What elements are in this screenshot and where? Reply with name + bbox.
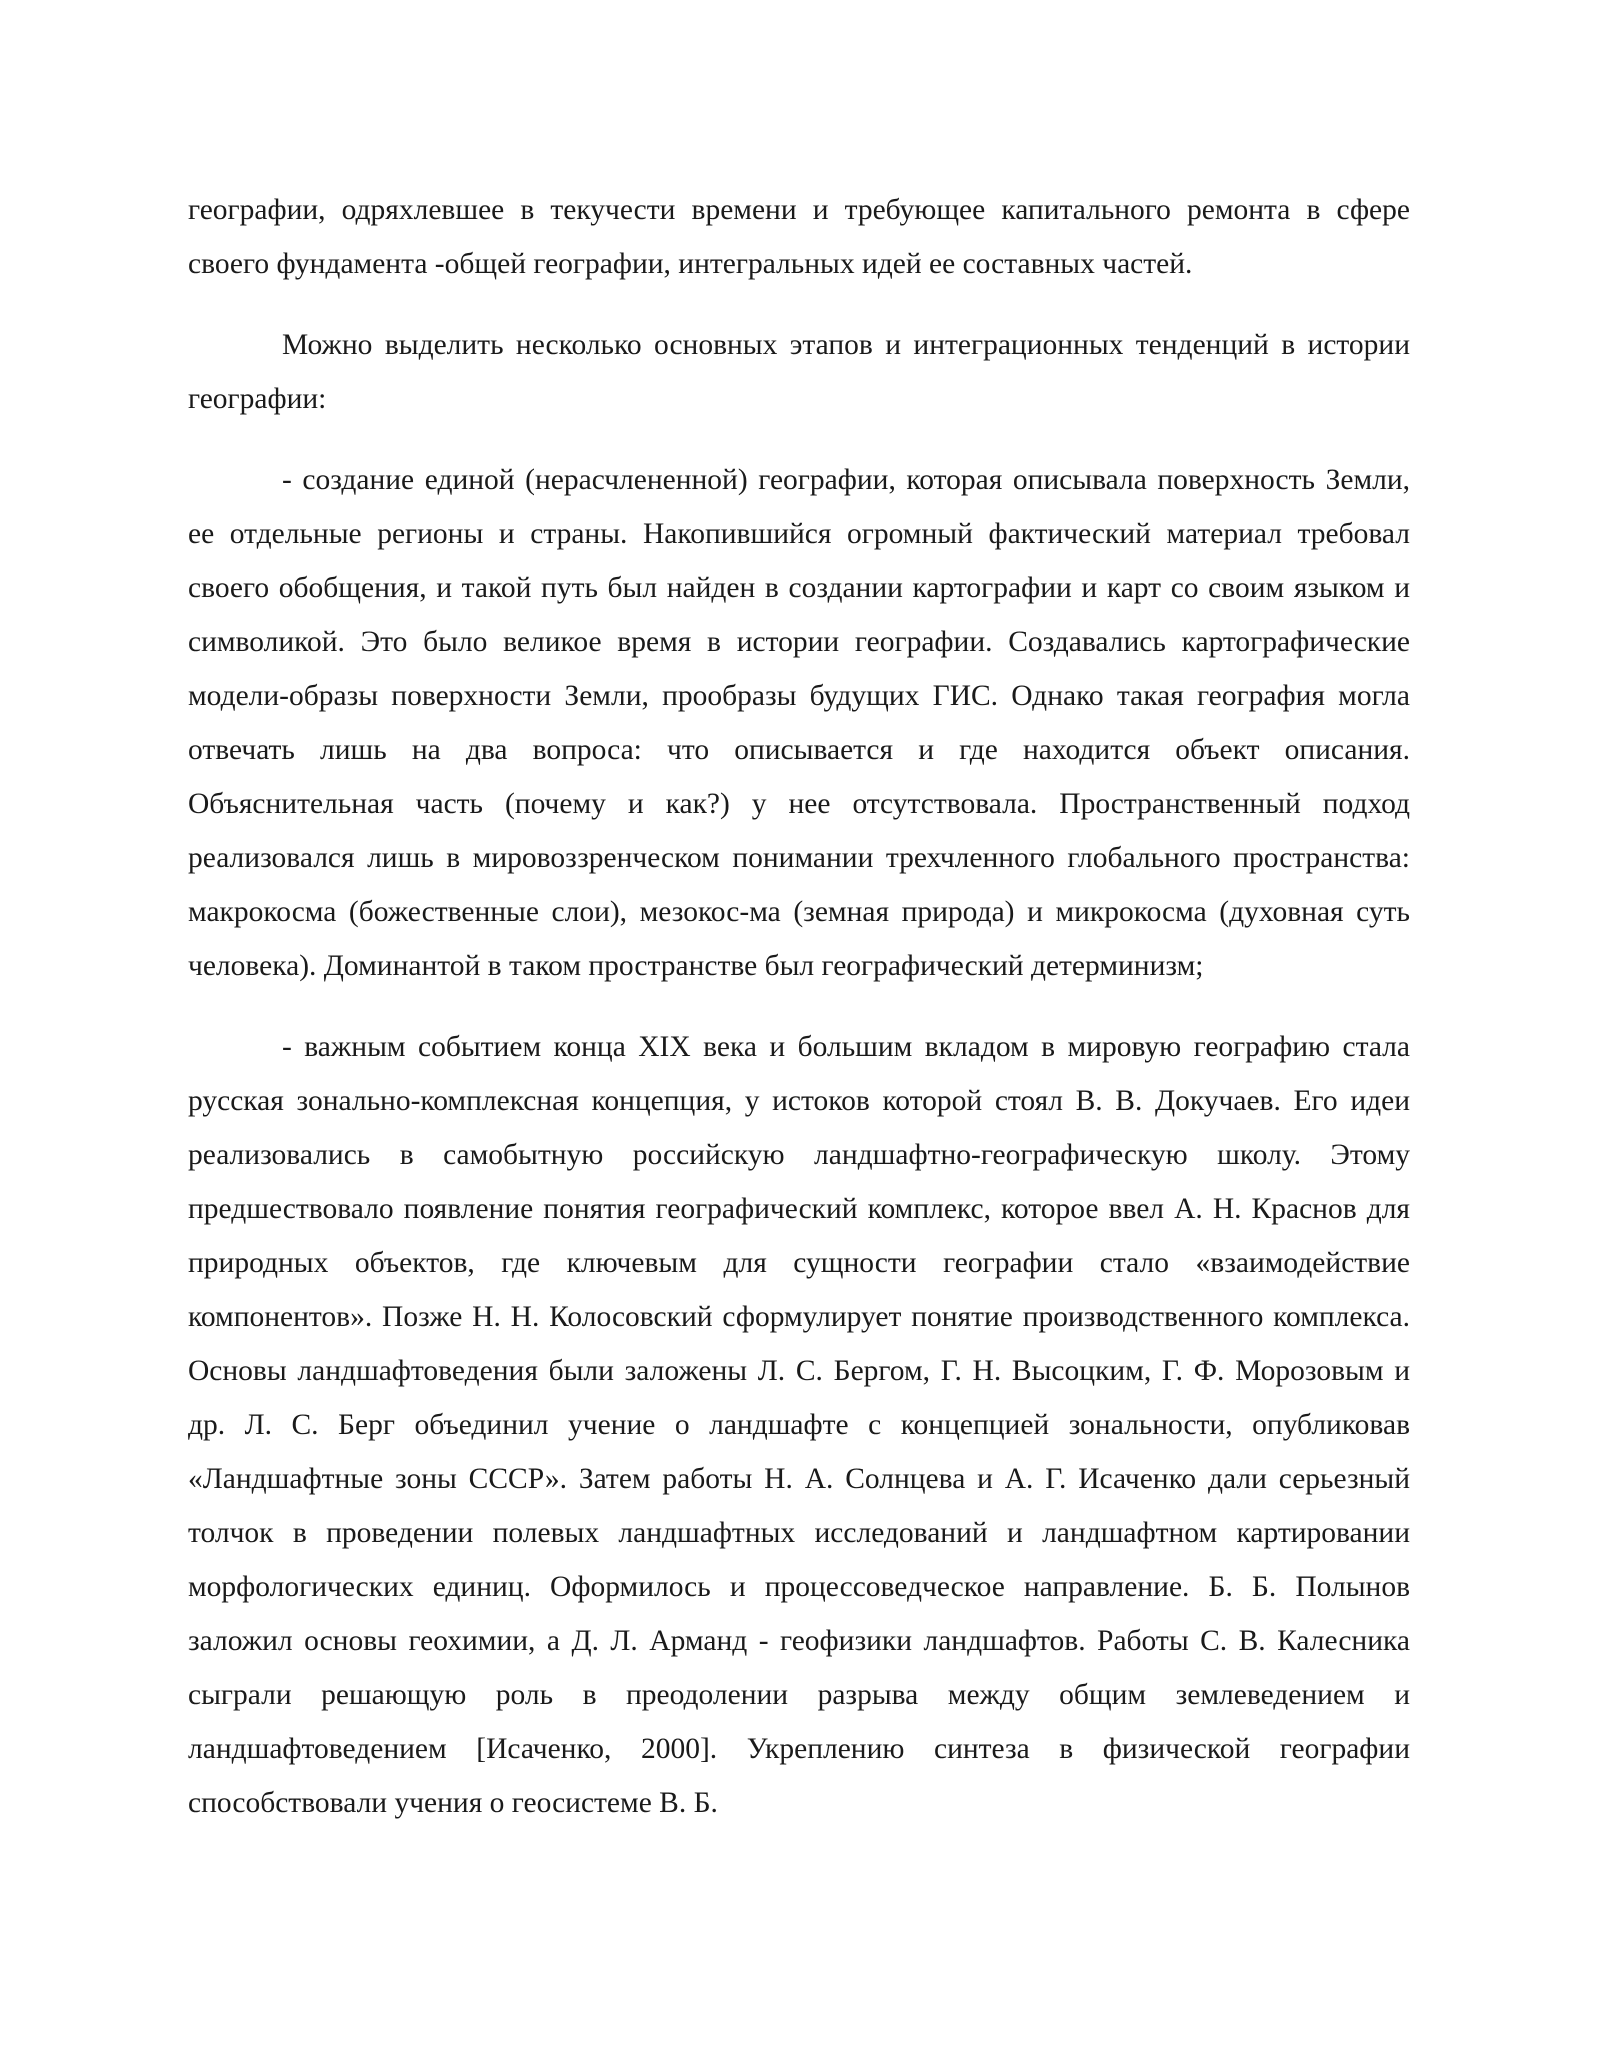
paragraph-3: - создание единой (нерасчлененной) географии, которая описывала поверхность Земли, ее отдельные регионы и страны. Накопившийся огромный фактический материал требовал своего обобщения, и такой путь был найден в создании картографии и карт со своим языком и символикой. Это было великое время в истории географии. Создавались картографические модели-образы поверхности Земли, прообразы будущих ГИС. Однако такая география могла отвечать лишь на два вопроса: что описывается и где находится объект описания. Объяснительная часть (почему и как?) у нее отсутствовала. Пространственный подход реализовался лишь в мировоззренческом понимании трехчленного глобального пространства: макрокосма (божественные слои), мезокос-ма (земная природа) и микрокосма (духовная суть человека). Доминантой в таком пространстве был географический детерминизм; (188, 464, 1410, 982)
paragraph-2: Можно выделить несколько основных этапов и интеграционных тенденций в истории географии: (188, 329, 1410, 415)
document-body (188, 183, 1410, 1830)
paragraph-4: - важным событием конца XIX века и большим вкладом в мировую географию стала русская зонально-комплексная концепция, у истоков которой стоял В. В. Докучаев. Его идеи реализовались в самобытную российскую ландшафтно-географическую школу. Этому предшествовало появление понятия географический комплекс, которое ввел А. Н. Краснов для природных объектов, где ключевым для сущности географии стало «взаимодействие компонентов». Позже Н. Н. Колосовский сформулирует понятие производственного комплекса. Основы ландшафтоведения были заложены Л. С. Бергом, Г. Н. Высоцким, Г. Ф. Морозовым и др. Л. С. Берг объединил учение о ландшафте с концепцией зональности, опубликовав «Ландшафтные зоны СССР». Затем работы Н. А. Солнцева и А. Г. Исаченко дали серьезный толчок в проведении полевых ландшафтных исследований и ландшафтном картировании морфологических единиц. Оформилось и процессоведческое направление. Б. Б. Полынов заложил основы геохимии, а Д. Л. Арманд - геофизики ландшафтов. Работы С. В. Калесника сыграли решающую роль в преодолении разрыва между общим землеведением и ландшафтоведением [Исаченко, 2000]. Укреплению синтеза в физической географии способствовали учения о геосистеме В. Б. (188, 1031, 1410, 1819)
paragraph-1: географии, одряхлевшее в текучести времени и требующее капитального ремонта в сфере своего фундамента -общей географии, интегральных идей ее составных частей. (188, 194, 1410, 280)
